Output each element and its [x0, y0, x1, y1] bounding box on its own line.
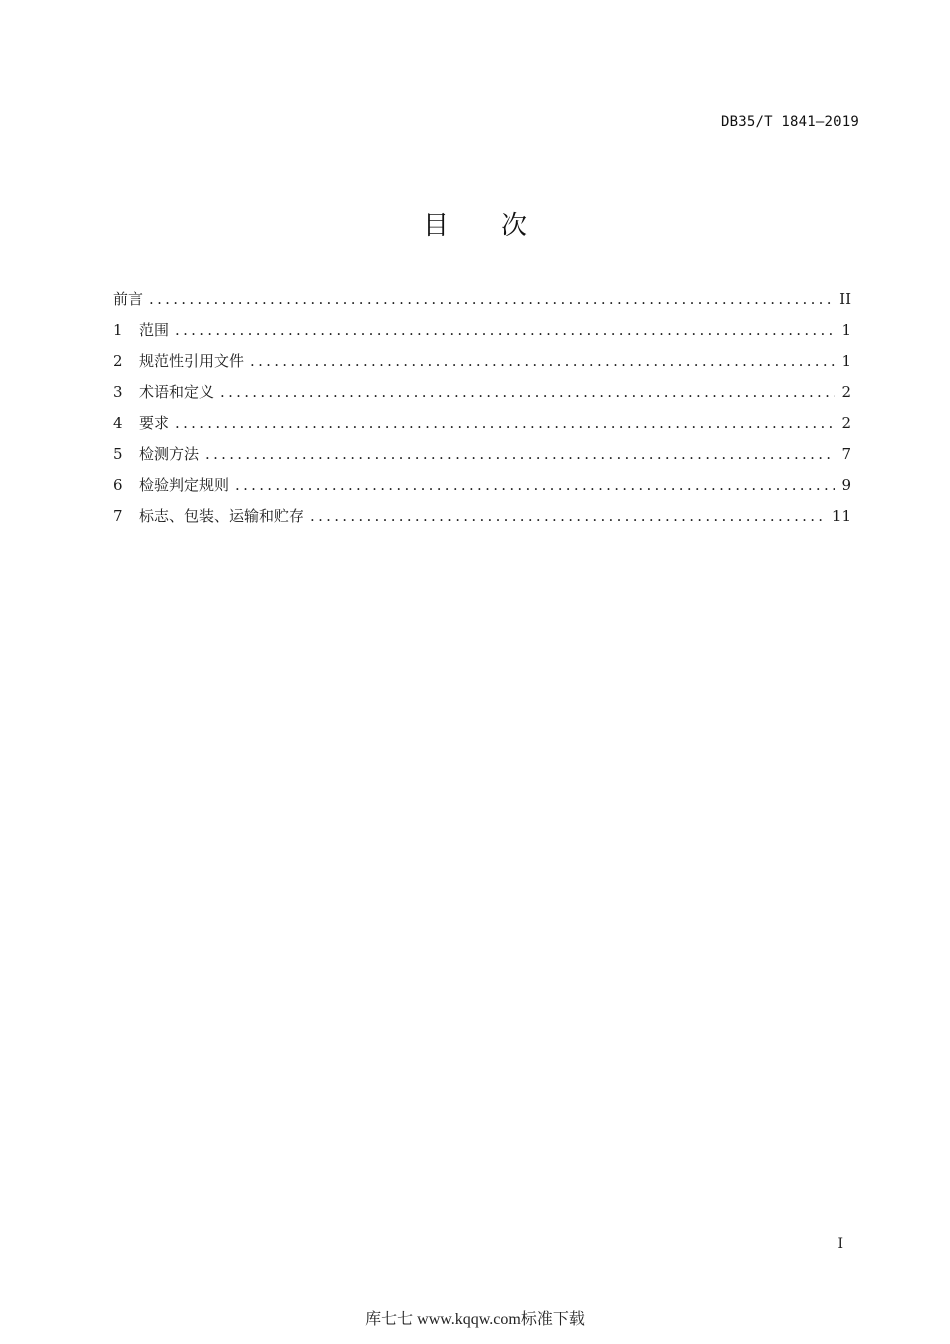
- title-char-1: 目: [422, 211, 449, 241]
- toc-entry-page: 1: [841, 352, 851, 370]
- toc-entry-label: 检验判定规则: [139, 476, 230, 494]
- document-code: DB35/T 1841—2019: [720, 114, 859, 130]
- page-title: [0, 205, 950, 242]
- toc-entry-number: 1: [113, 321, 123, 339]
- toc-entry-label: 要求: [139, 414, 170, 432]
- toc-leader-dots: [250, 346, 835, 377]
- toc-entry-marking-packaging[interactable]: [113, 501, 851, 532]
- toc-leader-dots: [175, 408, 835, 439]
- toc-entry-terms-definitions[interactable]: [113, 377, 851, 408]
- toc-entry-page: 1: [841, 321, 851, 339]
- toc-entry-scope[interactable]: [113, 315, 851, 346]
- toc-entry-number: 2: [113, 352, 123, 370]
- toc-entry-foreword[interactable]: [113, 284, 851, 315]
- toc-entry-requirements[interactable]: [113, 408, 851, 439]
- toc-entry-page: 11: [831, 507, 851, 525]
- toc-entry-number: 5: [113, 445, 123, 463]
- toc-entry-label: 规范性引用文件: [139, 352, 245, 370]
- page-number: I: [837, 1236, 843, 1252]
- toc-leader-dots: [235, 470, 835, 501]
- title-char-2: 次: [501, 211, 528, 241]
- toc-entry-label: 范围: [139, 321, 170, 339]
- toc-entry-page: II: [839, 290, 851, 308]
- toc-entry-page: 2: [841, 383, 851, 401]
- toc-entry-page: 9: [841, 476, 851, 494]
- toc-entry-normative-references[interactable]: [113, 346, 851, 377]
- toc-entry-label: 标志、包装、运输和贮存: [139, 507, 305, 525]
- toc-entry-label: 前言: [113, 290, 144, 308]
- table-of-contents: [113, 284, 851, 532]
- toc-leader-dots: [310, 501, 826, 532]
- toc-leader-dots: [205, 439, 835, 470]
- toc-entry-number: 4: [113, 414, 123, 432]
- toc-leader-dots: [175, 315, 835, 346]
- toc-entry-page: 7: [841, 445, 851, 463]
- toc-entry-inspection-rules[interactable]: [113, 470, 851, 501]
- toc-entry-number: 7: [113, 507, 123, 525]
- watermark-text: 库七七 www.kqqw.com标准下载: [365, 1311, 585, 1328]
- toc-entry-test-methods[interactable]: [113, 439, 851, 470]
- toc-entry-number: 3: [113, 383, 123, 401]
- toc-leader-dots: [149, 284, 833, 315]
- toc-entry-page: 2: [841, 414, 851, 432]
- toc-entry-label: 检测方法: [139, 445, 200, 463]
- toc-entry-label: 术语和定义: [139, 383, 215, 401]
- toc-entry-number: 6: [113, 476, 123, 494]
- toc-leader-dots: [220, 377, 835, 408]
